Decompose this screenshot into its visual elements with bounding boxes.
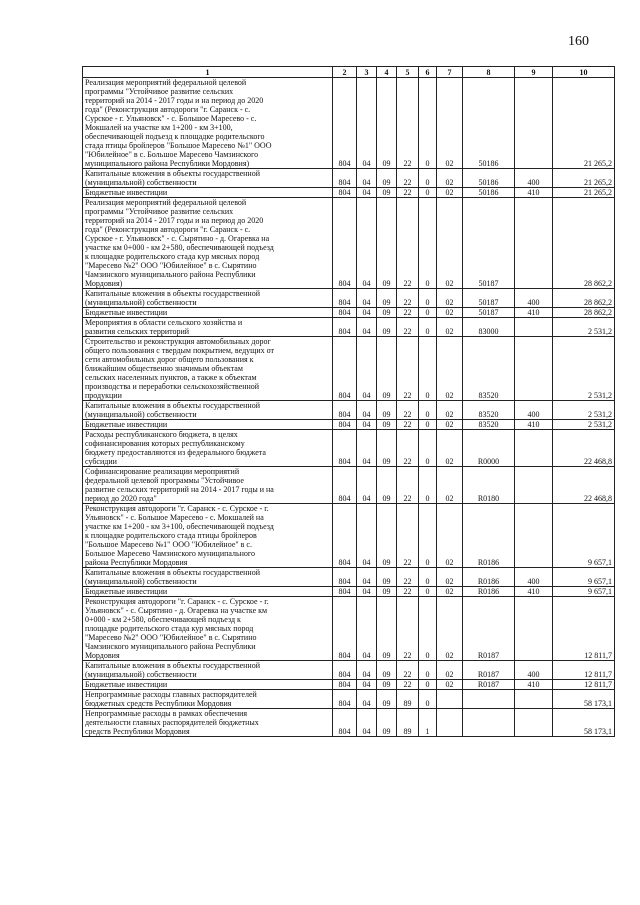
department-code: 804 [333,78,357,169]
program-code: 22 [397,289,419,308]
direction-code: 50186 [463,169,515,188]
event-code [437,709,463,737]
program-code: 22 [397,188,419,198]
direction-code: 83520 [463,337,515,401]
amount-value: 28 862,2 [553,308,615,318]
subsection-code: 09 [377,289,397,308]
table-row [83,504,615,568]
row-description: Непрограммные расходы в рамках обеспечения деятельности главных распорядителей бюджетных средств Республики Мордовия [83,709,333,737]
subsection-code: 09 [377,568,397,587]
department-code: 804 [333,308,357,318]
expense-type-code [515,504,553,568]
event-code: 02 [437,401,463,420]
row-description: Капитальные вложения в объекты государственной (муниципальной) собственности [83,401,333,420]
department-code: 804 [333,568,357,587]
subprogram-code: 0 [419,504,437,568]
table-row [83,680,615,690]
direction-code [463,709,515,737]
subprogram-code: 0 [419,198,437,289]
subprogram-code: 0 [419,587,437,597]
department-code: 804 [333,318,357,337]
direction-code: R0187 [463,661,515,680]
department-code: 804 [333,597,357,661]
column-header: 10 [553,67,615,78]
subsection-code: 09 [377,587,397,597]
column-header: 3 [357,67,377,78]
direction-code: 50187 [463,289,515,308]
program-code: 22 [397,420,419,430]
program-code: 22 [397,504,419,568]
amount-value: 22 468,8 [553,467,615,504]
expense-type-code [515,318,553,337]
department-code: 804 [333,169,357,188]
department-code: 804 [333,289,357,308]
subsection-code: 09 [377,467,397,504]
direction-code: R0187 [463,597,515,661]
amount-value: 9 657,1 [553,504,615,568]
column-header: 7 [437,67,463,78]
amount-value: 12 811,7 [553,680,615,690]
department-code: 804 [333,587,357,597]
subprogram-code: 0 [419,169,437,188]
department-code: 804 [333,188,357,198]
amount-value: 12 811,7 [553,661,615,680]
direction-code: R0186 [463,568,515,587]
department-code: 804 [333,680,357,690]
event-code: 02 [437,198,463,289]
subprogram-code: 0 [419,430,437,467]
table-row [83,169,615,188]
expense-type-code: 400 [515,568,553,587]
amount-value: 2 531,2 [553,401,615,420]
section-code: 04 [357,680,377,690]
subsection-code: 09 [377,318,397,337]
section-code: 04 [357,337,377,401]
subsection-code: 09 [377,308,397,318]
subprogram-code: 0 [419,661,437,680]
subprogram-code: 0 [419,420,437,430]
event-code: 02 [437,337,463,401]
section-code: 04 [357,169,377,188]
row-description: Мероприятия в области сельского хозяйства и развития сельских территорий [83,318,333,337]
section-code: 04 [357,430,377,467]
expense-type-code: 410 [515,420,553,430]
amount-value: 21 265,2 [553,169,615,188]
table-row [83,661,615,680]
row-description: Расходы республиканского бюджета, в целях софинансирования которых республиканскому бюджету предоставляются из федерального бюджета субсидии [83,430,333,467]
row-description: Капитальные вложения в объекты государственной (муниципальной) собственности [83,289,333,308]
event-code: 02 [437,430,463,467]
direction-code: 50187 [463,308,515,318]
subprogram-code: 0 [419,308,437,318]
department-code: 804 [333,198,357,289]
expense-type-code [515,198,553,289]
event-code: 02 [437,308,463,318]
subprogram-code: 0 [419,289,437,308]
section-code: 04 [357,318,377,337]
section-code: 04 [357,198,377,289]
subsection-code: 09 [377,420,397,430]
section-code: 04 [357,568,377,587]
department-code: 804 [333,709,357,737]
direction-code: R0186 [463,587,515,597]
column-header: 2 [333,67,357,78]
subsection-code: 09 [377,504,397,568]
program-code: 22 [397,169,419,188]
row-description: Реализация мероприятий федеральной целевой программы "Устойчивое развитие сельских территорий на 2014 - 2017 годы и на период до 2020 года" (Реконструкция автодороги "г. Саранск - с. Сурское - г. Ульяновск" - с. Сырятино - д. Огаревка на участке км 0+000 - км 2+580, обеспечивающей подъезд к площадке родительского стада кур мясных пород "Маресево №2" ООО "Юбилейное" в с. Сырятино Чамзинского муниципального района Республики Мордовия) [83,198,333,289]
section-code: 04 [357,467,377,504]
row-description: Капитальные вложения в объекты государственной (муниципальной) собственности [83,169,333,188]
section-code: 04 [357,709,377,737]
row-description: Капитальные вложения в объекты государственной (муниципальной) собственности [83,661,333,680]
row-description: Капитальные вложения в объекты государственной (муниципальной) собственности [83,568,333,587]
subsection-code: 09 [377,661,397,680]
program-code: 22 [397,337,419,401]
subsection-code: 09 [377,198,397,289]
event-code: 02 [437,680,463,690]
direction-code: 83520 [463,401,515,420]
subprogram-code: 0 [419,690,437,709]
subprogram-code: 0 [419,597,437,661]
expense-type-code [515,78,553,169]
event-code: 02 [437,169,463,188]
row-description: Реализация мероприятий федеральной целевой программы "Устойчивое развитие сельских территорий на 2014 - 2017 годы и на период до 2020 года" (Реконструкция автодороги "г. Саранск - с. Сурское - г. Ульяновск" - с. Большое Маресево - с. Мокшалей на участке км 1+200 - км 3+100, обеспечивающей подъезд к площадке родительского стада птицы бройлеров "Большое Маресево №1" ООО "Юбилейное" в с. Большое Маресево Чамзинского муниципального района Республики Мордовия) [83,78,333,169]
amount-value: 28 862,2 [553,289,615,308]
section-code: 04 [357,420,377,430]
amount-value: 2 531,2 [553,420,615,430]
subprogram-code: 0 [419,401,437,420]
subsection-code: 09 [377,337,397,401]
row-description: Бюджетные инвестиции [83,188,333,198]
event-code: 02 [437,504,463,568]
event-code: 02 [437,597,463,661]
subprogram-code: 0 [419,680,437,690]
program-code: 22 [397,587,419,597]
table-row [83,597,615,661]
subsection-code: 09 [377,401,397,420]
subsection-code: 09 [377,680,397,690]
amount-value: 22 468,8 [553,430,615,467]
subprogram-code: 0 [419,467,437,504]
section-code: 04 [357,597,377,661]
row-description: Реконструкция автодороги "г. Саранск - с. Сурское - г. Ульяновск" - с. Большое Маресево - с. Мокшалей на участке км 1+200 - км 3+100, обеспечивающей подъезд к площадке родительского стада птицы бройлеров "Большое Маресево №1" ООО "Юбилейное" в с. Большое Маресево Чамзинского муниципального района Республики Мордовия [83,504,333,568]
section-code: 04 [357,661,377,680]
program-code: 22 [397,308,419,318]
event-code [437,690,463,709]
expense-type-code: 400 [515,289,553,308]
direction-code: 50186 [463,78,515,169]
column-header: 5 [397,67,419,78]
column-header: 9 [515,67,553,78]
subsection-code: 09 [377,430,397,467]
department-code: 804 [333,401,357,420]
table-row [83,318,615,337]
amount-value: 2 531,2 [553,337,615,401]
table-row [83,308,615,318]
table-row [83,430,615,467]
expense-type-code: 410 [515,188,553,198]
event-code: 02 [437,467,463,504]
subsection-code: 09 [377,188,397,198]
event-code: 02 [437,78,463,169]
amount-value: 2 531,2 [553,318,615,337]
table-row [83,188,615,198]
row-description: Бюджетные инвестиции [83,587,333,597]
program-code: 22 [397,198,419,289]
amount-value: 9 657,1 [553,587,615,597]
program-code: 22 [397,318,419,337]
amount-value: 12 811,7 [553,597,615,661]
expense-type-code [515,337,553,401]
table-row [83,587,615,597]
column-header: 4 [377,67,397,78]
program-code: 22 [397,597,419,661]
expense-type-code [515,597,553,661]
expense-type-code [515,430,553,467]
header-row [83,67,615,78]
table-row [83,78,615,169]
row-description: Реконструкция автодороги "г. Саранск - с. Сурское - г. Ульяновск" - с. Сырятино - д. Огаревка на участке км 0+000 - км 2+580, обеспечивающей подъезд к площадке родительского стада кур мясных пород "Маресево №2" ООО "Юбилейное" в с. Сырятино Чамзинского муниципального района Республики Мордовия [83,597,333,661]
table-row [83,289,615,308]
page-number: 160 [568,34,589,49]
table-row [83,337,615,401]
amount-value: 58 173,1 [553,709,615,737]
table-row [83,709,615,737]
row-description: Бюджетные инвестиции [83,680,333,690]
department-code: 804 [333,337,357,401]
direction-code: 50187 [463,198,515,289]
program-code: 22 [397,467,419,504]
program-code: 22 [397,661,419,680]
subprogram-code: 0 [419,568,437,587]
department-code: 804 [333,690,357,709]
expense-type-code: 410 [515,587,553,597]
expense-type-code [515,690,553,709]
subsection-code: 09 [377,690,397,709]
program-code: 22 [397,680,419,690]
subsection-code: 09 [377,709,397,737]
column-header: 6 [419,67,437,78]
amount-value: 9 657,1 [553,568,615,587]
budget-table [82,66,615,737]
amount-value: 21 265,2 [553,78,615,169]
table-row [83,467,615,504]
subprogram-code: 0 [419,188,437,198]
event-code: 02 [437,568,463,587]
subsection-code: 09 [377,78,397,169]
section-code: 04 [357,401,377,420]
direction-code: R0000 [463,430,515,467]
direction-code: R0187 [463,680,515,690]
department-code: 804 [333,504,357,568]
program-code: 22 [397,430,419,467]
department-code: 804 [333,420,357,430]
column-header: 8 [463,67,515,78]
expense-type-code [515,467,553,504]
direction-code [463,690,515,709]
program-code: 89 [397,709,419,737]
event-code: 02 [437,289,463,308]
program-code: 22 [397,568,419,587]
row-description: Софинансирование реализации мероприятий федеральной целевой программы "Устойчивое развитие сельских территорий на 2014 - 2017 годы и на период до 2020 года" [83,467,333,504]
direction-code: R0186 [463,504,515,568]
table-row [83,690,615,709]
section-code: 04 [357,690,377,709]
event-code: 02 [437,318,463,337]
table-row [83,568,615,587]
direction-code: 50186 [463,188,515,198]
subprogram-code: 1 [419,709,437,737]
program-code: 22 [397,401,419,420]
subprogram-code: 0 [419,318,437,337]
expense-type-code: 400 [515,169,553,188]
amount-value: 21 265,2 [553,188,615,198]
section-code: 04 [357,308,377,318]
section-code: 04 [357,78,377,169]
department-code: 804 [333,467,357,504]
direction-code: 83520 [463,420,515,430]
department-code: 804 [333,661,357,680]
event-code: 02 [437,587,463,597]
direction-code: 83000 [463,318,515,337]
amount-value: 28 862,2 [553,198,615,289]
section-code: 04 [357,289,377,308]
row-description: Непрограммные расходы главных распорядителей бюджетных средств Республики Мордовия [83,690,333,709]
row-description: Строительство и реконструкция автомобильных дорог общего пользования с твердым покрытием, ведущих от сети автомобильных дорог общего пользования к ближайшим общественно значимым объектам сельских населенных пунктов, а также к объектам производства и переработки сельскохозяйственной продукции [83,337,333,401]
event-code: 02 [437,420,463,430]
subsection-code: 09 [377,597,397,661]
row-description: Бюджетные инвестиции [83,308,333,318]
section-code: 04 [357,504,377,568]
table-row [83,420,615,430]
program-code: 22 [397,78,419,169]
expense-type-code: 400 [515,661,553,680]
event-code: 02 [437,661,463,680]
program-code: 89 [397,690,419,709]
expense-type-code: 410 [515,680,553,690]
subprogram-code: 0 [419,78,437,169]
table-row [83,198,615,289]
section-code: 04 [357,587,377,597]
section-code: 04 [357,188,377,198]
amount-value: 58 173,1 [553,690,615,709]
table-row [83,401,615,420]
expense-type-code: 400 [515,401,553,420]
department-code: 804 [333,430,357,467]
event-code: 02 [437,188,463,198]
direction-code: R0180 [463,467,515,504]
expense-type-code: 410 [515,308,553,318]
row-description: Бюджетные инвестиции [83,420,333,430]
subsection-code: 09 [377,169,397,188]
column-header: 1 [83,67,333,78]
expense-type-code [515,709,553,737]
subprogram-code: 0 [419,337,437,401]
